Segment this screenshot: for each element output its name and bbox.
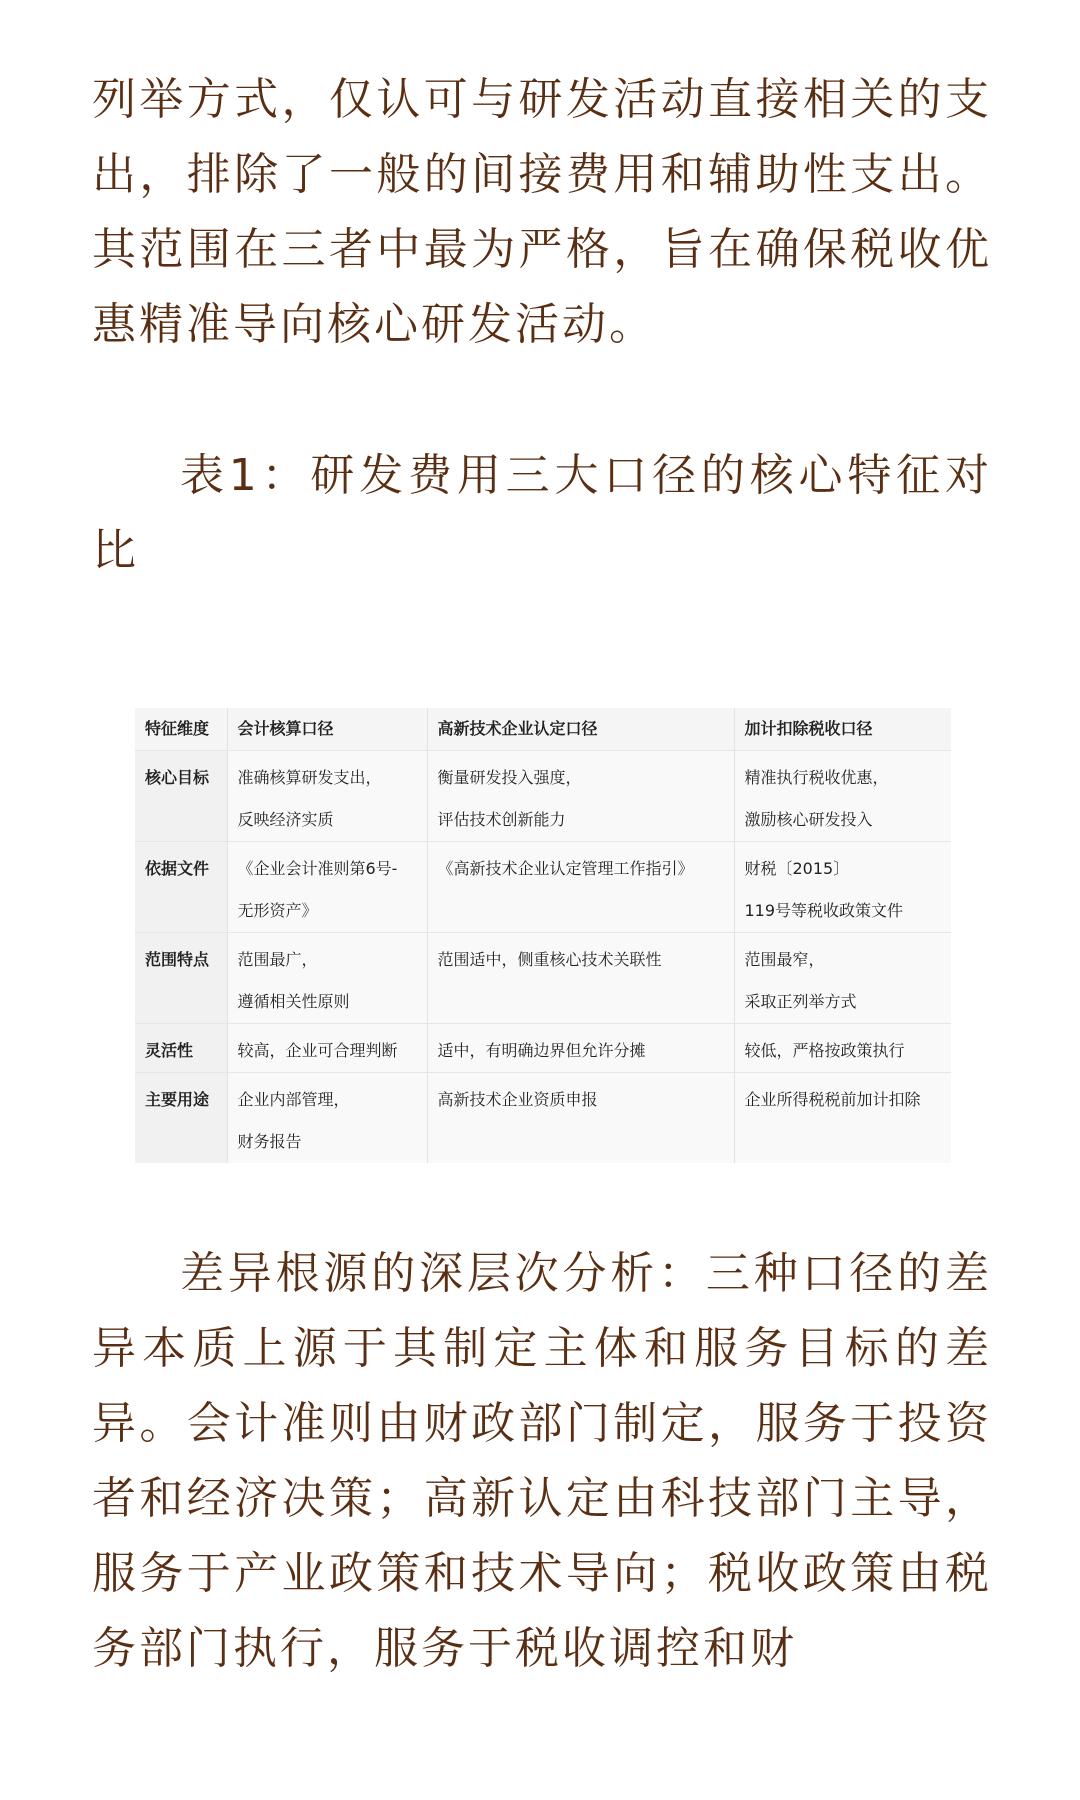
header-dimension: 特征维度: [135, 708, 227, 751]
row-dimension: 灵活性: [135, 1024, 227, 1073]
cell-line: 企业内部管理，: [237, 1090, 350, 1109]
table-header-row: [135, 708, 951, 751]
cell-tax: [734, 1024, 951, 1073]
cell-hightech: [427, 1024, 734, 1073]
cell-accounting: [227, 751, 427, 842]
cell-line: 激励核心研发投入: [744, 810, 873, 829]
cell-line: 评估技术创新能力: [437, 810, 566, 829]
cell-line: 《企业会计准则第6号-: [237, 859, 398, 878]
cell-accounting: [227, 842, 427, 933]
cell-tax: [734, 933, 951, 1024]
cell-hightech: [427, 842, 734, 933]
header-accounting: 会计核算口径: [227, 708, 427, 751]
cell-line: 反映经济实质: [237, 810, 334, 829]
cell-line: 精准执行税收优惠，: [744, 768, 889, 787]
row-dimension: 核心目标: [135, 751, 227, 842]
body-paragraph: 差异根源的深层次分析：三种口径的差异本质上源于其制定主体和服务目标的差异。会计准则由财政部门制定，服务于投资者和经济决策；高新认定由科技部门主导，服务于产业政策和技术导向；税收政策由税务部门执行，服务于税收调控和财: [92, 1248, 992, 1674]
comparison-table-image: [135, 708, 951, 1151]
cell-tax: [734, 842, 951, 933]
cell-line: 遵循相关性原则: [237, 992, 350, 1011]
cell-line: 采取正列举方式: [744, 992, 857, 1011]
cell-line: 适中，有明确边界但允许分摊: [437, 1041, 646, 1060]
cell-line: 119号等税收政策文件: [744, 901, 904, 920]
table-caption: 表1：研发费用三大口径的核心特征对比: [92, 450, 992, 576]
table-row: [135, 1024, 951, 1073]
table-row: [135, 751, 951, 842]
table-row: [135, 933, 951, 1024]
row-dimension: 范围特点: [135, 933, 227, 1024]
table-row: [135, 842, 951, 933]
cell-line: 范围适中，侧重核心技术关联性: [437, 950, 662, 969]
cell-tax: [734, 1073, 951, 1164]
cell-line: 较高，企业可合理判断: [237, 1041, 398, 1060]
header-tax: 加计扣除税收口径: [734, 708, 951, 751]
cell-line: 企业所得税税前加计扣除: [744, 1090, 921, 1109]
cell-line: 《高新技术企业认定管理工作指引》: [437, 859, 694, 878]
comparison-table: [135, 708, 951, 1163]
cell-hightech: [427, 751, 734, 842]
header-hightech: 高新技术企业认定口径: [427, 708, 734, 751]
body-paragraph: 列举方式，仅认可与研发活动直接相关的支出，排除了一般的间接费用和辅助性支出。其范围在三者中最为严格，旨在确保税收优惠精准导向核心研发活动。: [92, 74, 992, 350]
cell-line: 无形资产》: [237, 901, 318, 920]
cell-line: 较低，严格按政策执行: [744, 1041, 905, 1060]
row-dimension: 依据文件: [135, 842, 227, 933]
cell-accounting: [227, 1024, 427, 1073]
cell-line: 衡量研发投入强度，: [437, 768, 582, 787]
cell-line: 范围最广，: [237, 950, 318, 969]
cell-line: 高新技术企业资质申报: [437, 1090, 598, 1109]
table-row: [135, 1073, 951, 1164]
row-dimension: 主要用途: [135, 1073, 227, 1164]
cell-line: 准确核算研发支出，: [237, 768, 382, 787]
cell-hightech: [427, 1073, 734, 1164]
cell-tax: [734, 751, 951, 842]
cell-line: 范围最窄，: [744, 950, 825, 969]
cell-accounting: [227, 1073, 427, 1164]
cell-line: 财税〔2015〕: [744, 859, 850, 878]
cell-hightech: [427, 933, 734, 1024]
cell-accounting: [227, 933, 427, 1024]
cell-line: 财务报告: [237, 1132, 302, 1151]
